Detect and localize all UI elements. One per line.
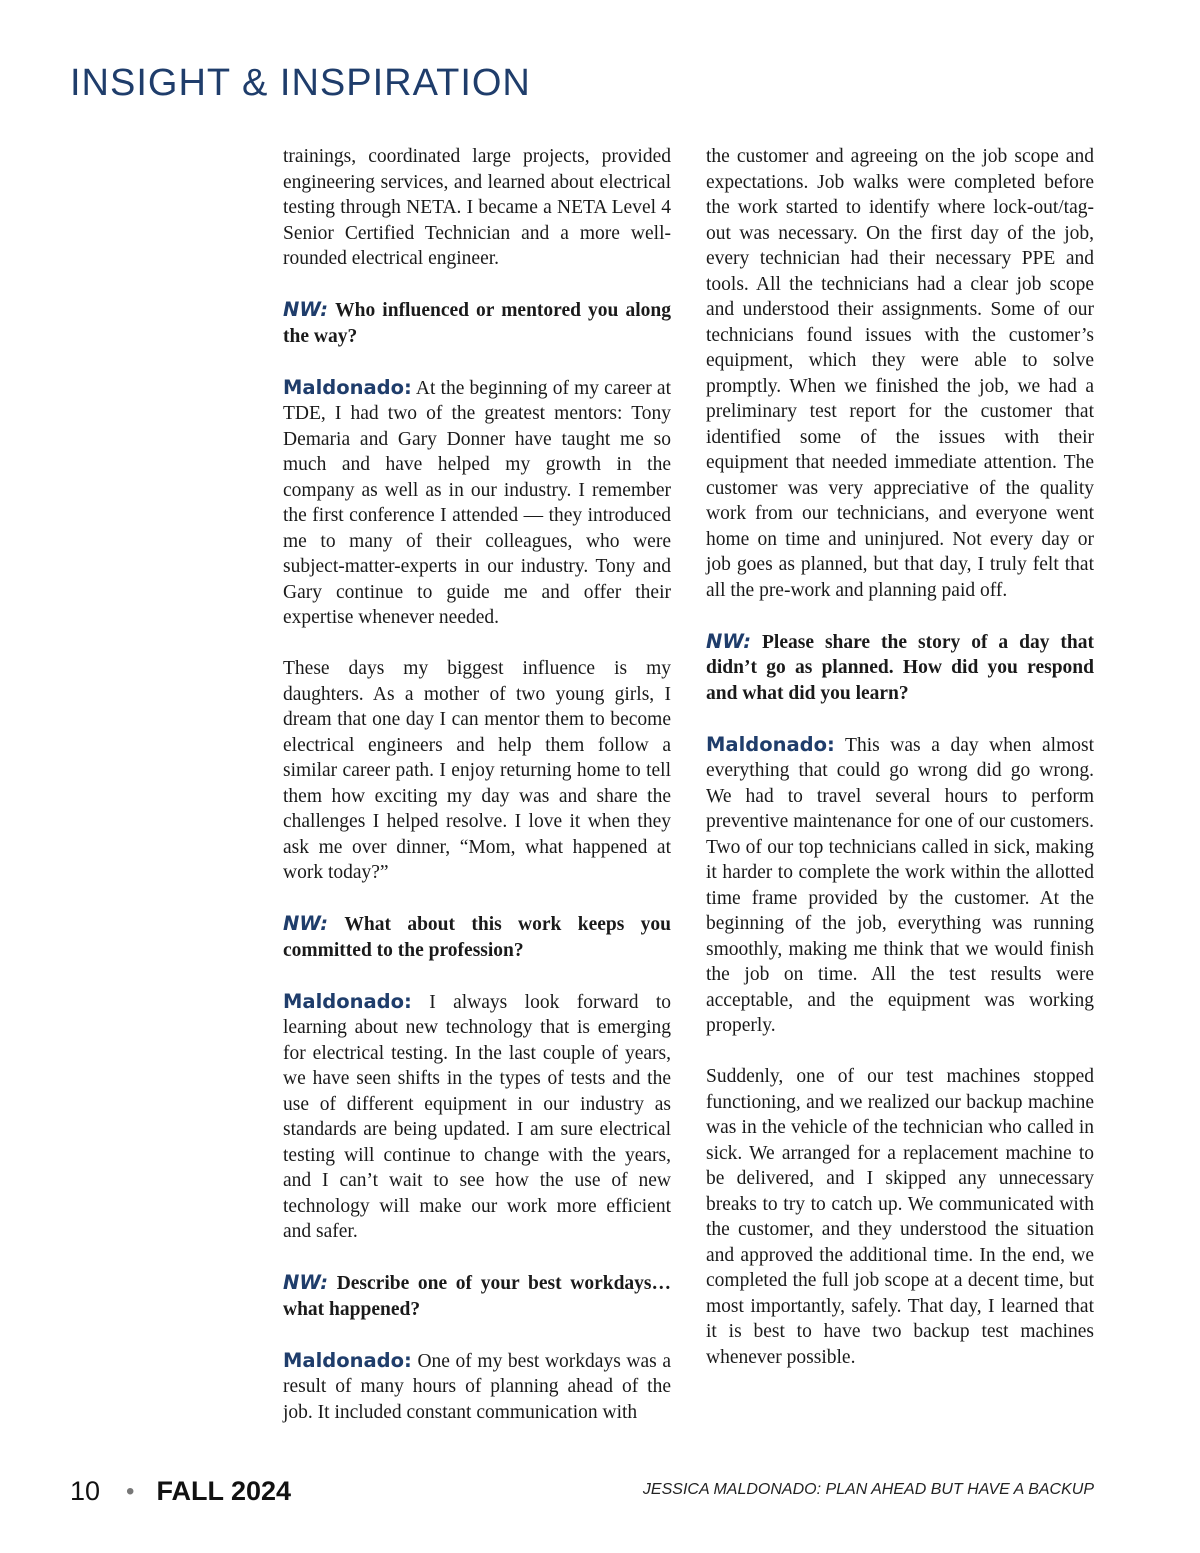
speaker-label: Maldonado: bbox=[283, 375, 412, 399]
question-text: Please share the story of a day that didn’t go as planned. How did you respond and what did you learn? bbox=[706, 631, 1094, 704]
question-text: What about this work keeps you committed to the profession? bbox=[283, 914, 672, 961]
answer bbox=[283, 1348, 671, 1426]
interviewer-label: NW: bbox=[283, 912, 329, 935]
page-number: 10 bbox=[70, 1476, 101, 1506]
speaker-label: Maldonado: bbox=[283, 989, 412, 1013]
question bbox=[706, 629, 1094, 707]
speaker-label: Maldonado: bbox=[283, 1348, 412, 1372]
running-footer-title: JESSICA MALDONADO: PLAN AHEAD BUT HAVE A BACKUP bbox=[642, 1481, 1094, 1498]
section-title: INSIGHT & INSPIRATION bbox=[70, 62, 531, 104]
question-text: Who influenced or mentored you along the way? bbox=[283, 300, 671, 347]
interviewer-label: NW: bbox=[706, 629, 752, 653]
paragraph: trainings, coordinated large projects, provided engineering services, and learned about electrical testing through NETA. I became a NETA Level 4 Senior Certified Technician and a more well-rounded electrical engineer. bbox=[283, 146, 671, 269]
article-column-left bbox=[283, 144, 671, 1451]
interviewer-label: NW: bbox=[283, 298, 329, 321]
answer-text: This was a day when almost everything that could go wrong did go wrong. We had to travel several hours to perform preventive maintenance for one of our customers. Two of our top technicians called in sick, making it harder to complete the work within the allotted time frame provided by the customer. At the beginning of the job, everything was running smoothly, making me think that we would finish the job on time. All the test results were acceptable, and the equipment was working properly. bbox=[706, 734, 1094, 1036]
paragraph: Suddenly, one of our test machines stopped functioning, and we realized our backup machine was in the vehicle of the technician who called in sick. We arranged for a replacement machine to be delivered, and I skipped any unnecessary breaks to try to catch up. We communicated with the customer, and they understood the situation and approved the additional time. In the end, we completed the full job scope at a decent time, but most importantly, safely. That day, I learned that it is best to have two backup test machines whenever possible. bbox=[706, 1066, 1094, 1368]
answer bbox=[706, 732, 1094, 1039]
issue-label: FALL 2024 bbox=[156, 1476, 292, 1506]
paragraph: These days my biggest influence is my daughters. As a mother of two young girls, I dream that one day I can mentor them to become electrical engineers and help them follow a similar career path. I enjoy returning home to tell them how exciting my day was and share the challenges I helped resolve. I love it when they ask me over dinner, “Mom, what happened at work today?” bbox=[283, 658, 671, 883]
speaker-label: Maldonado: bbox=[706, 732, 835, 756]
question-text: Describe one of your best workdays… what happened? bbox=[283, 1273, 671, 1320]
answer bbox=[283, 989, 671, 1245]
answer-text: At the beginning of my career at TDE, I had two of the greatest mentors: Tony Demaria and Gary Donner have taught me so much and have helped my growth in the company as well as in our industry. I remember the first conference I attended — they introduced me to many of their colleagues, who were subject-matter-experts in our industry. Tony and Gary continue to guide me and offer their expertise whenever needed. bbox=[283, 377, 671, 628]
paragraph: the customer and agreeing on the job scope and expectations. Job walks were completed before the work started to identify where lock-out/tag-out was necessary. On the first day of the job, every technician had their necessary PPE and tools. All the technicians had a clear job scope and understood their assignments. Some of our technicians found issues with the customer’s equipment, which they were able to solve promptly. When we finished the job, we had a preliminary test report for the customer that identified some of the issues with their equipment that needed immediate attention. The customer was very appreciative of the quality work from our technicians, and everyone went home on time and uninjured. Not every day or job goes as planned, but that day, I truly felt that all the pre-work and planning paid off. bbox=[706, 146, 1094, 601]
question bbox=[283, 911, 671, 963]
bullet-separator: • bbox=[126, 1477, 135, 1505]
article-column-right bbox=[706, 144, 1094, 1396]
answer-text: I always look forward to learning about new technology that is emerging for electrical testing. In the last couple of years, we have seen shifts in the types of tests and the use of different equipment in our industry as standards are being updated. I am sure electrical testing will continue to change with the years, and I can’t wait to see how the use of new technology will make our work more efficient and safer. bbox=[283, 991, 672, 1242]
question bbox=[283, 1270, 671, 1322]
interviewer-label: NW: bbox=[283, 1271, 329, 1294]
question bbox=[283, 297, 671, 349]
footer-folio bbox=[70, 1476, 291, 1507]
answer bbox=[283, 375, 671, 631]
answer-text: One of my best workdays was a result of many hours of planning ahead of the job. It included constant communication with bbox=[283, 1350, 671, 1423]
